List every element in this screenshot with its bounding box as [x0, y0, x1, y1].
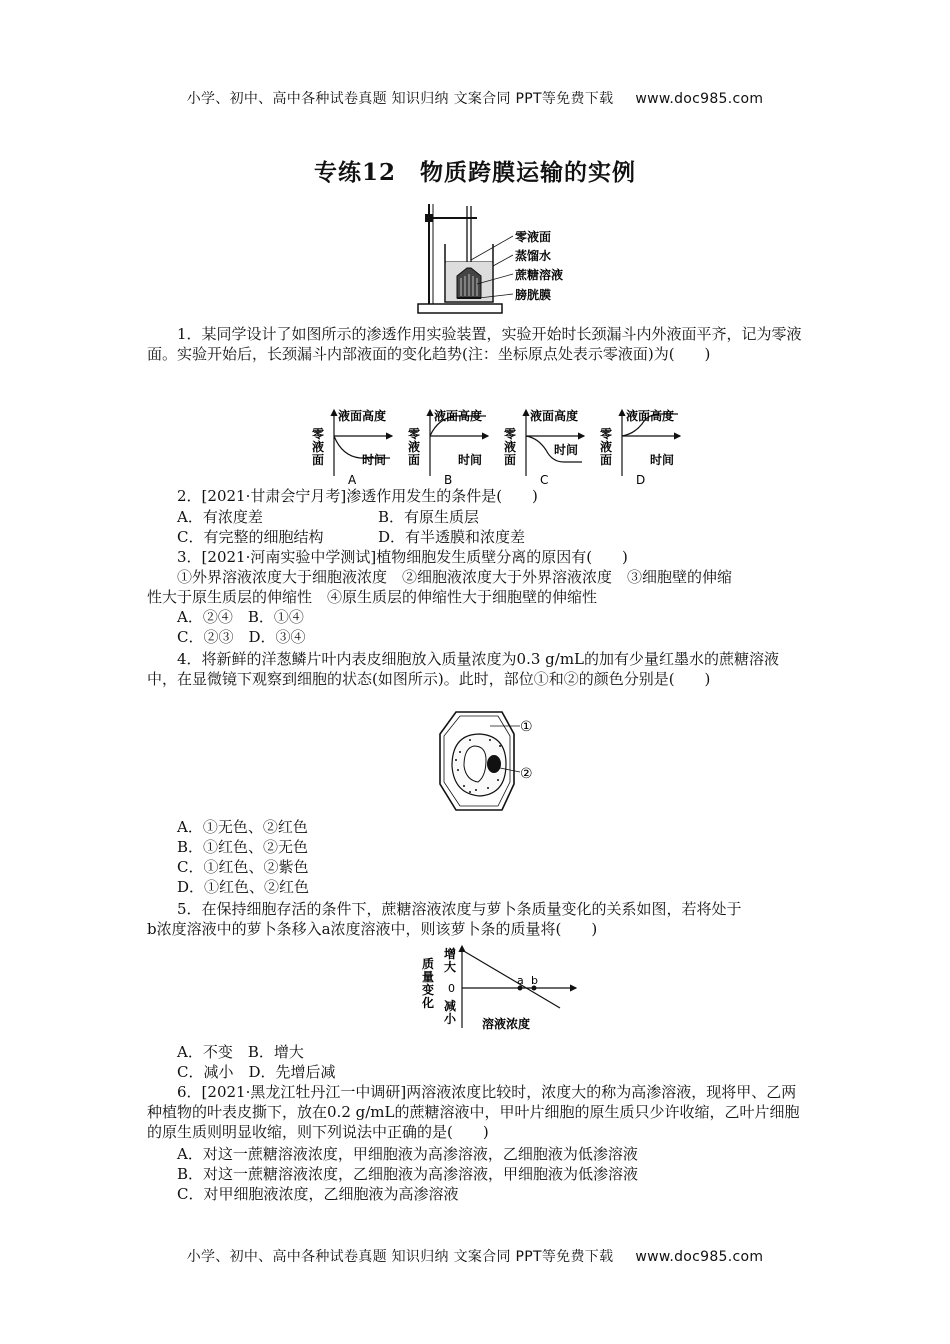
clamp-knob	[425, 214, 433, 222]
svg-text:液: 液	[312, 440, 325, 454]
mass-change-line	[462, 950, 560, 1008]
svg-text:液面高度: 液面高度	[338, 409, 387, 423]
q2-option-b: B．有原生质层	[378, 508, 480, 526]
q2-option-d: D．有半透膜和浓度差	[378, 528, 526, 546]
svg-text:变: 变	[422, 983, 435, 997]
q5-options-cd: C．减小 D．先增后减	[177, 1063, 336, 1081]
svg-text:零: 零	[408, 427, 421, 441]
svg-text:液面高度: 液面高度	[530, 409, 579, 423]
question-3-stem: 3．[2021·河南实验中学测试]植物细胞发生质壁分离的原因有( )	[177, 548, 628, 566]
svg-text:零: 零	[504, 427, 517, 441]
svg-text:增: 增	[444, 947, 457, 961]
nucleus	[487, 755, 501, 773]
q4-option-a: A．①无色、②红色	[177, 818, 308, 836]
stand-base	[418, 304, 502, 313]
svg-text:面: 面	[600, 453, 613, 467]
header-url[interactable]: www.doc985.com	[635, 91, 764, 107]
onion-cell-figure	[430, 706, 540, 816]
page-title: 专练12 物质跨膜运输的实例	[313, 159, 636, 186]
cell-label-2: ②	[520, 766, 533, 782]
svg-text:面: 面	[312, 453, 325, 467]
q2-option-a: A．有浓度差	[177, 508, 263, 526]
footer-url[interactable]: www.doc985.com	[635, 1249, 764, 1265]
q6-option-b: B．对这一蔗糖溶液浓度，乙细胞液为高渗溶液，甲细胞液为低渗溶液	[177, 1165, 639, 1183]
question-5-line-1: 5．在保持细胞存活的条件下，蔗糖溶液浓度与萝卜条质量变化的关系如图，若将处于	[177, 900, 742, 918]
svg-text:零: 零	[312, 427, 325, 441]
graph-c	[504, 408, 584, 487]
svg-text:质: 质	[422, 957, 435, 971]
svg-text:面: 面	[408, 453, 421, 467]
svg-text:0: 0	[448, 982, 455, 995]
svg-text:液面高度: 液面高度	[626, 409, 675, 423]
q4-option-d: D．①红色、②红色	[177, 878, 310, 896]
svg-text:时间: 时间	[458, 453, 483, 467]
svg-text:液面高度: 液面高度	[434, 409, 483, 423]
label-sucrose-solution: 蔗糖溶液	[515, 268, 564, 282]
svg-text:零: 零	[600, 427, 613, 441]
q6-option-c: C．对甲细胞液浓度，乙细胞液为高渗溶液	[177, 1185, 459, 1203]
x-axis-label: 溶液浓度	[482, 1017, 531, 1031]
graph-b	[408, 408, 488, 487]
q3-line-2: 性大于原生质层的伸缩性 ④原生质层的伸缩性大于细胞壁的伸缩性	[147, 588, 598, 606]
svg-text:液: 液	[600, 440, 613, 454]
graph-b-letter: B	[444, 473, 453, 487]
svg-text:液: 液	[408, 440, 421, 454]
svg-text:小: 小	[444, 1012, 457, 1026]
header-text: 小学、初中、高中各种试卷真题 知识归纳 文案合同 PPT等免费下载	[186, 91, 614, 107]
osmosis-apparatus-figure	[415, 200, 575, 316]
svg-text:大: 大	[444, 960, 457, 974]
q4-option-c: C．①红色、②紫色	[177, 858, 309, 876]
svg-text:化: 化	[422, 996, 435, 1010]
q2-option-c: C．有完整的细胞结构	[177, 528, 324, 546]
q3-options-cd: C．②③ D．③④	[177, 628, 306, 646]
question-5-line-2: b浓度溶液中的萝卜条移入a浓度溶液中，则该萝卜条的质量将( )	[147, 920, 598, 938]
svg-text:液: 液	[504, 440, 517, 454]
footer-text: 小学、初中、高中各种试卷真题 知识归纳 文案合同 PPT等免费下载	[186, 1249, 614, 1265]
mass-change-graph	[420, 942, 580, 1036]
q5-options-ab: A．不变 B．增大	[177, 1043, 304, 1061]
graph-a	[312, 408, 392, 487]
q1-graphs	[310, 404, 700, 488]
svg-text:时间: 时间	[362, 453, 387, 467]
page-footer	[0, 1246, 950, 1266]
label-zero-level: 零液面	[515, 230, 552, 244]
question-1: 1．某同学设计了如图所示的渗透作用实验装置，实验开始时长颈漏斗内外液面平齐，记为零液面。实验开始后，长颈漏斗内部液面的变化趋势(注：坐标原点处表示零液面)为( )	[147, 325, 802, 363]
svg-text:时间: 时间	[554, 443, 579, 457]
graph-d	[600, 408, 680, 487]
svg-text:面: 面	[504, 453, 517, 467]
point-a-label: a	[517, 974, 524, 987]
q6-option-a: A．对这一蔗糖溶液浓度，甲细胞液为高渗溶液，乙细胞液为低渗溶液	[177, 1145, 638, 1163]
svg-text:减: 减	[444, 999, 457, 1013]
point-b-label: b	[531, 974, 538, 987]
question-2-stem: 2．[2021·甘肃会宁月考]渗透作用发生的条件是( )	[177, 487, 538, 505]
question-6: 6．[2021·黑龙江牡丹江一中调研]两溶液浓度比较时，浓度大的称为高渗溶液，现将甲、乙两种植物的叶表皮撕下，放在0.2 g/mL的蔗糖溶液中，甲叶片细胞的原生质只少许收缩，乙叶片细胞的原生质则明显收缩，则下列说法中正确的是( )	[147, 1083, 800, 1141]
q3-line-1: ①外界溶液浓度大于细胞液浓度 ②细胞液浓度大于外界溶液浓度 ③细胞壁的伸缩	[177, 568, 733, 586]
graph-d-letter: D	[636, 473, 646, 487]
question-4: 4．将新鲜的洋葱鳞片叶内表皮细胞放入质量浓度为0.3 g/mL的加有少量红墨水的蔗糖溶液中，在显微镜下观察到细胞的状态(如图所示)。此时，部位①和②的颜色分别是( )	[147, 650, 780, 688]
svg-text:时间: 时间	[650, 453, 675, 467]
page-header	[0, 88, 950, 108]
label-distilled-water: 蒸馏水	[515, 249, 552, 263]
q4-option-b: B．①红色、②无色	[177, 838, 309, 856]
graph-a-letter: A	[348, 473, 357, 487]
graph-c-letter: C	[540, 473, 549, 487]
svg-text:量: 量	[422, 970, 435, 984]
cell-label-1: ①	[520, 719, 533, 735]
q3-options-ab: A．②④ B．①④	[177, 608, 304, 626]
label-bladder-membrane: 膀胱膜	[515, 288, 552, 302]
